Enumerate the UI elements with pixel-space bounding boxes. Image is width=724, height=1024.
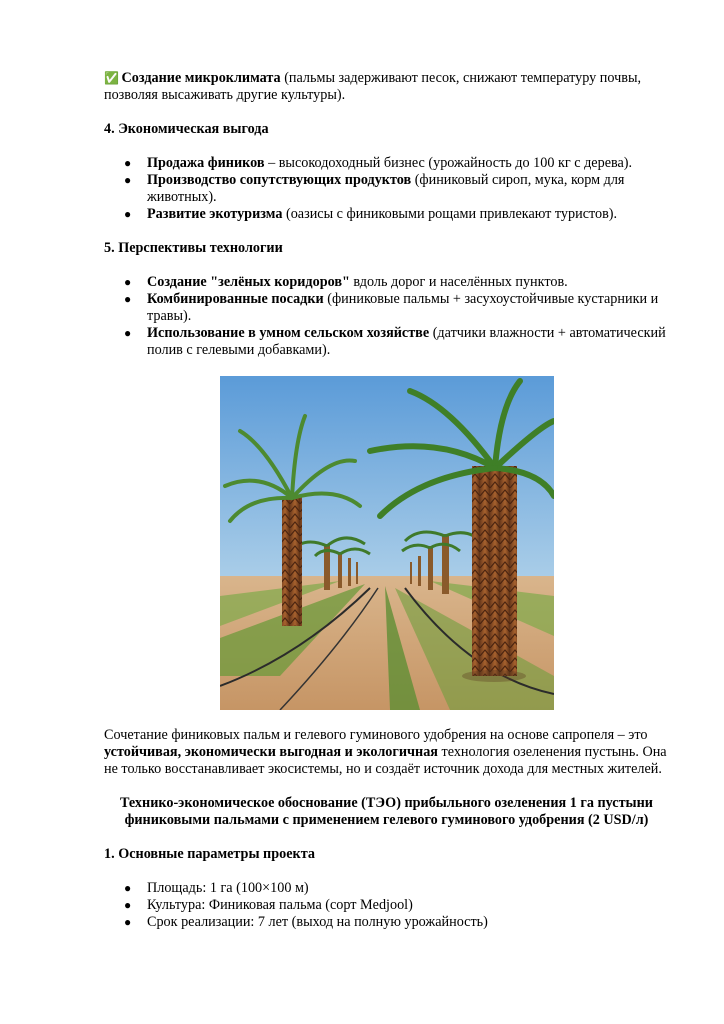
summary-paragraph xyxy=(104,727,669,778)
section-4-heading: 4. Экономическая выгода xyxy=(104,121,269,137)
summary-text-2: технология озеленения пустынь. Она не только восстанавливает экосистемы, но и создаёт источник дохода для местных жителей. xyxy=(104,744,667,777)
list-item-bold: Продажа фиников xyxy=(147,155,265,171)
list-item xyxy=(104,897,669,914)
check-mark-icon: ✅ xyxy=(104,71,119,85)
list-item xyxy=(104,325,669,359)
list-item-text: (датчики влажности + автоматический полив с гелевыми добавками). xyxy=(147,325,666,358)
microclimate-paragraph xyxy=(104,70,669,104)
list-item-text: – высокодоходный бизнес (урожайность до 100 кг с дерева). xyxy=(264,155,633,171)
date-palm-plantation-photo xyxy=(220,376,554,710)
list-item-text: вдоль дорог и населённых пунктов. xyxy=(349,274,568,290)
list-item-text: Срок реализации: 7 лет (выход на полную урожайность) xyxy=(147,914,488,930)
list-item xyxy=(104,206,669,223)
bullet-icon: ● xyxy=(124,156,132,170)
list-item-text: Площадь: 1 га (100×100 м) xyxy=(147,880,309,896)
summary-text-1: Сочетание финиковых пальм и гелевого гуминового удобрения на основе сапропеля – это xyxy=(104,727,648,743)
list-item-bold: Комбинированные посадки xyxy=(147,291,324,307)
bullet-icon: ● xyxy=(124,207,132,221)
list-item-text: (финиковые пальмы + засухоустойчивые кустарники и травы). xyxy=(147,291,659,324)
list-item xyxy=(104,274,669,291)
bullet-icon: ● xyxy=(124,326,132,340)
bullet-icon: ● xyxy=(124,292,132,306)
list-item xyxy=(104,155,669,172)
bullet-icon: ● xyxy=(124,275,132,289)
section-5-heading: 5. Перспективы технологии xyxy=(104,240,283,256)
section-5-list xyxy=(104,274,669,359)
photo-container xyxy=(104,376,669,710)
bullet-icon: ● xyxy=(124,915,132,929)
teo-title: Технико-экономическое обоснование (ТЭО) прибыльного озеленения 1 га пустыни финиковыми пальмами с применением гелевого гуминового удобрения (2 USD/л) xyxy=(120,795,653,828)
section-1-heading: 1. Основные параметры проекта xyxy=(104,846,315,862)
bullet-icon: ● xyxy=(124,881,132,895)
list-item-text: (финиковый сироп, мука, корм для животных). xyxy=(147,172,625,205)
microclimate-text: (пальмы задерживают песок, снижают температуру почвы, позволяя высаживать другие культуры). xyxy=(104,70,642,103)
bullet-icon: ● xyxy=(124,173,132,187)
list-item-bold: Развитие экотуризма xyxy=(147,206,283,222)
section-4-list xyxy=(104,155,669,223)
list-item xyxy=(104,914,669,931)
list-item xyxy=(104,880,669,897)
summary-bold: устойчивая, экономически выгодная и экологичная xyxy=(104,744,438,760)
bullet-icon: ● xyxy=(124,898,132,912)
document-page xyxy=(104,70,669,948)
list-item-text: Культура: Финиковая пальма (сорт Medjool) xyxy=(147,897,413,913)
section-1-list xyxy=(104,880,669,931)
list-item xyxy=(104,172,669,206)
list-item xyxy=(104,291,669,325)
list-item-text: (оазисы с финиковыми рощами привлекают туристов). xyxy=(282,206,618,222)
list-item-bold: Производство сопутствующих продуктов xyxy=(147,172,412,188)
list-item-bold: Создание "зелёных коридоров" xyxy=(147,274,350,290)
microclimate-bold: Создание микроклимата xyxy=(121,70,281,86)
list-item-bold: Использование в умном сельском хозяйстве xyxy=(147,325,430,341)
